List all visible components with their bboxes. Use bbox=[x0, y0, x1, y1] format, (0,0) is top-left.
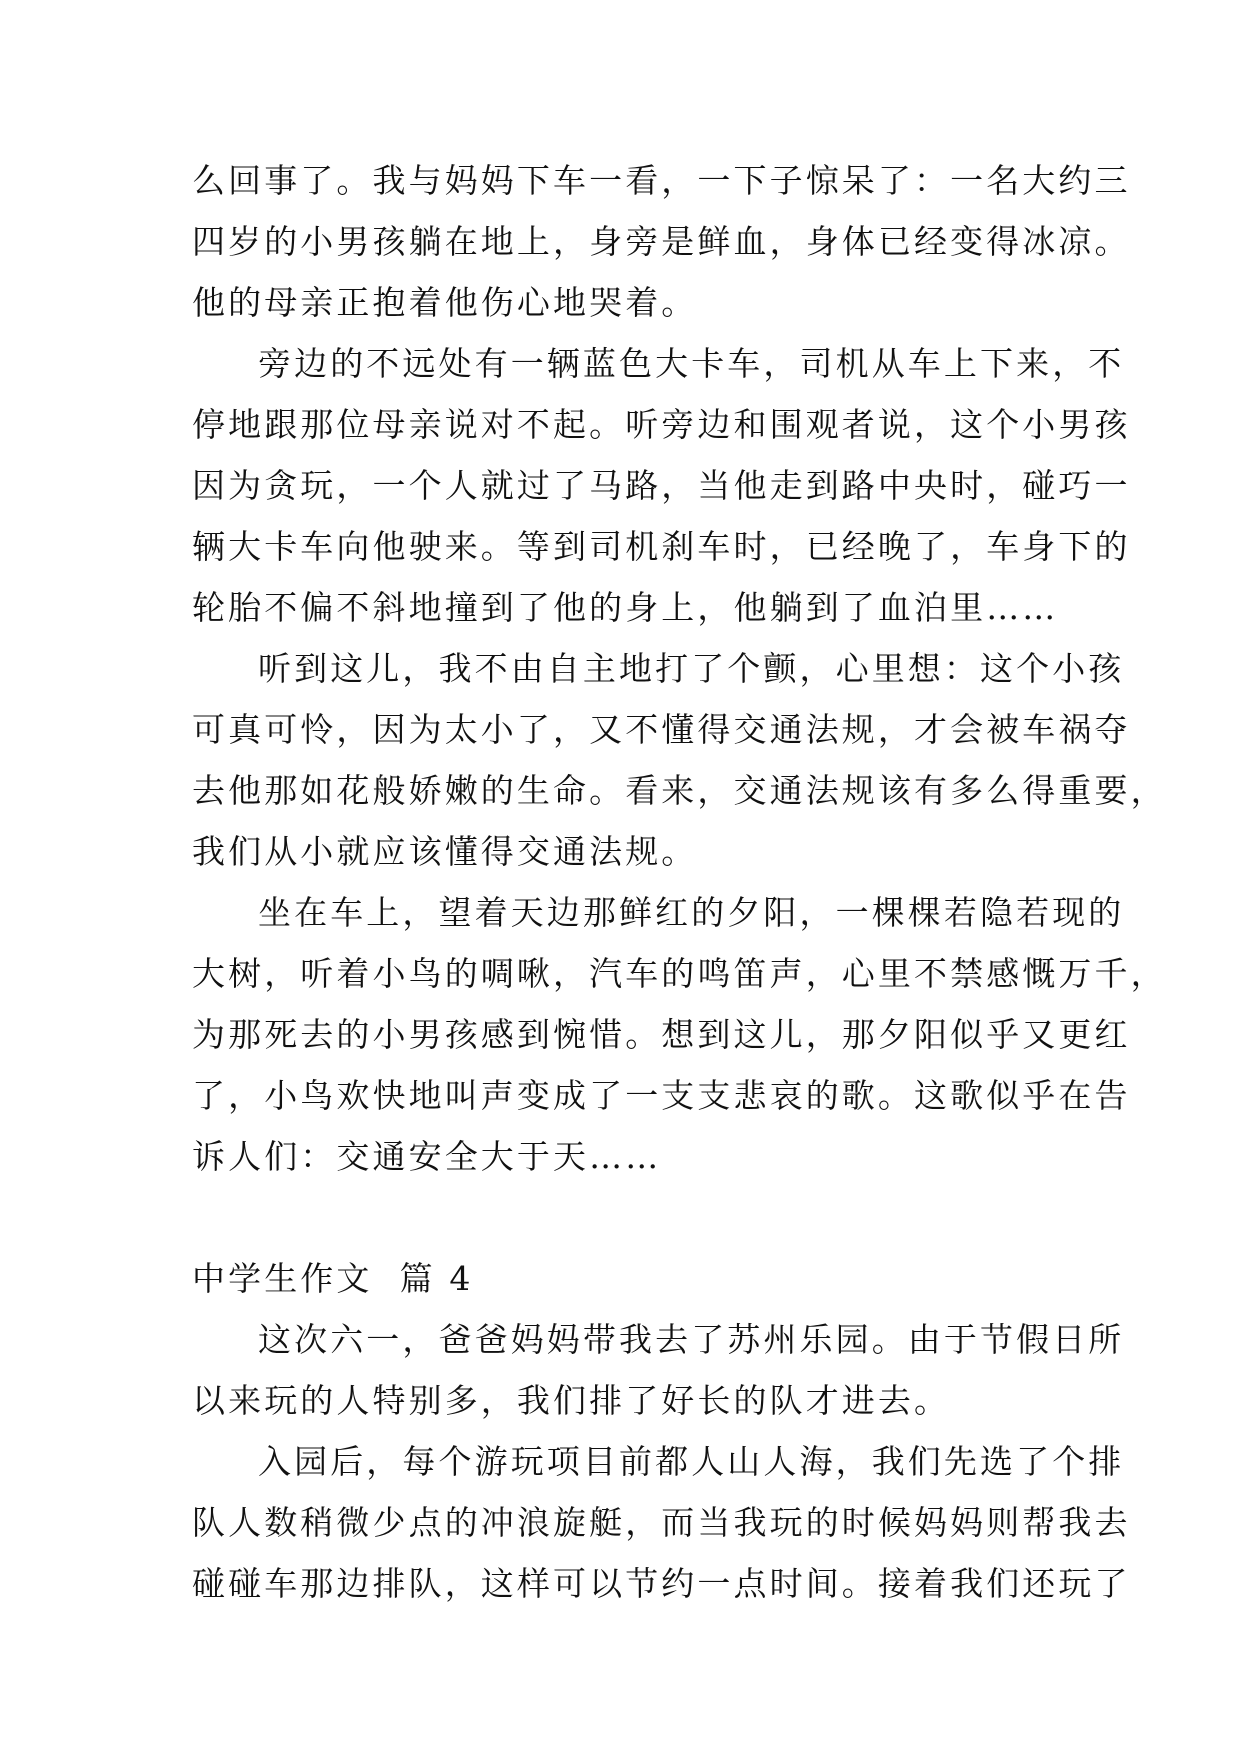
text-line: 旁边的不远处有一辆蓝色大卡车，司机从车上下来，不 bbox=[258, 344, 1125, 383]
text-line: 轮胎不偏不斜地撞到了他的身上，他躺到了血泊里…… bbox=[192, 588, 1059, 627]
text-line: 了，小鸟欢快地叫声变成了一支支悲哀的歌。这歌似乎在告 bbox=[192, 1076, 1131, 1115]
paragraph-2 bbox=[192, 333, 1131, 638]
section-heading: 中学生作文 篇 4 bbox=[192, 1259, 474, 1298]
paragraph-5 bbox=[192, 1309, 1125, 1431]
text-line: 为那死去的小男孩感到惋惜。想到这儿，那夕阳似乎又更红 bbox=[192, 1015, 1131, 1054]
text-line: 因为贪玩，一个人就过了马路，当他走到路中央时，碰巧一 bbox=[192, 466, 1131, 505]
text-line: 入园后，每个游玩项目前都人山人海，我们先选了个排 bbox=[258, 1442, 1125, 1481]
text-line: 大树，听着小鸟的啁啾，汽车的鸣笛声，心里不禁感慨万千， bbox=[192, 954, 1167, 993]
text-line: 碰碰车那边排队，这样可以节约一点时间。接着我们还玩了 bbox=[192, 1564, 1131, 1603]
text-line: 这次六一，爸爸妈妈带我去了苏州乐园。由于节假日所 bbox=[258, 1320, 1125, 1359]
text-line: 坐在车上，望着天边那鲜红的夕阳，一棵棵若隐若现的 bbox=[258, 893, 1125, 932]
section-gap bbox=[192, 1187, 1072, 1248]
document-page bbox=[192, 150, 1167, 1614]
paragraph-6 bbox=[192, 1431, 1131, 1614]
text-line: 可真可怜，因为太小了，又不懂得交通法规，才会被车祸夺 bbox=[192, 710, 1131, 749]
text-line: 听到这儿，我不由自主地打了个颤，心里想：这个小孩 bbox=[258, 649, 1125, 688]
paragraph-1 bbox=[192, 150, 1131, 333]
text-line: 我们从小就应该懂得交通法规。 bbox=[192, 832, 698, 871]
paragraph-3 bbox=[192, 638, 1167, 882]
text-line: 停地跟那位母亲说对不起。听旁边和围观者说，这个小男孩 bbox=[192, 405, 1131, 444]
text-line: 以来玩的人特别多，我们排了好长的队才进去。 bbox=[192, 1381, 951, 1420]
text-line: 四岁的小男孩躺在地上，身旁是鲜血，身体已经变得冰凉。 bbox=[192, 222, 1131, 261]
text-line: 么回事了。我与妈妈下车一看，一下子惊呆了：一名大约三 bbox=[192, 161, 1131, 200]
text-line: 去他那如花般娇嫩的生命。看来，交通法规该有多么得重要， bbox=[192, 771, 1167, 810]
text-line: 辆大卡车向他驶来。等到司机刹车时，已经晚了，车身下的 bbox=[192, 527, 1131, 566]
text-line: 诉人们：交通安全大于天…… bbox=[192, 1137, 662, 1176]
paragraph-4 bbox=[192, 882, 1167, 1187]
text-line: 他的母亲正抱着他伤心地哭着。 bbox=[192, 283, 698, 322]
text-line: 队人数稍微少点的冲浪旋艇，而当我玩的时候妈妈则帮我去 bbox=[192, 1503, 1131, 1542]
